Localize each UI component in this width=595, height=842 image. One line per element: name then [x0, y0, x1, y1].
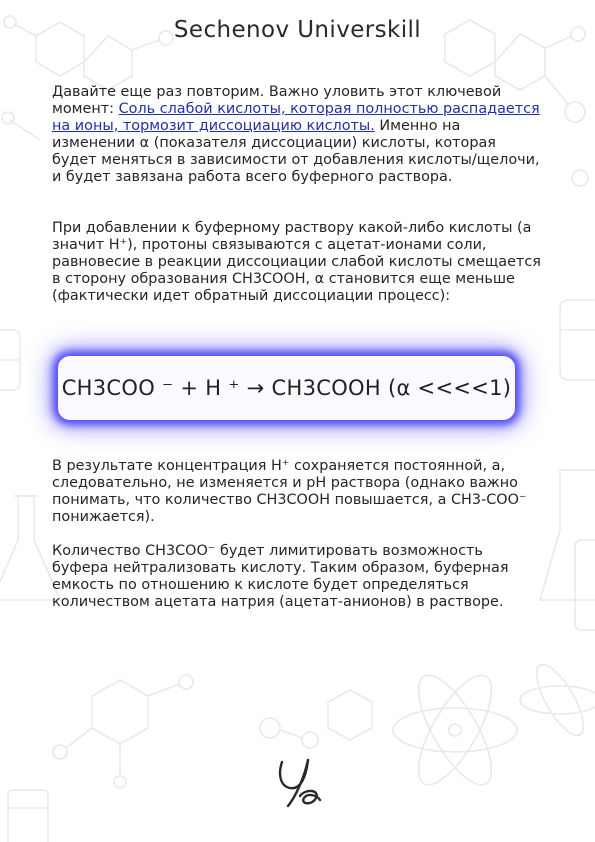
paragraph-intro-end: Именно на изменении α (показателя диссоциации) кислоты, которая будет меняться в зависимости от добавления кислоты/щелочи, и будет завязана работа всего буферного раствора.	[52, 118, 540, 185]
reaction-formula-box	[58, 356, 515, 420]
paragraph-buffer-capacity: Количество CH3COO⁻ будет лимитировать возможность буфера нейтрализовать кислоту. Таким образом, буферная емкость по отношению к кислоте будет определяться количеством ацетата натрия (ацетат-анионов) в растворе.	[52, 543, 509, 610]
paragraph-intro-start: Давайте еще раз повторим. Важно уловить этот ключевой момент:	[52, 84, 502, 117]
paragraph-result: В результате концентрация H⁺ сохраняется постоянной, а, следовательно, не изменяется и pH раствора (однако важно понимать, что количество CH3COOH повышается, а CH3-COO⁻ понижается).	[52, 458, 527, 525]
reaction-formula: CH3COO ⁻ + H ⁺ → CH3COOH (α <<<<1)	[61, 376, 512, 400]
paragraph-intro	[52, 84, 542, 186]
universkill-logo-icon	[270, 752, 326, 812]
paragraph-acid-addition: При добавлении к буферному раствору какой-либо кислоты (а значит H⁺), протоны связываются с ацетат-ионами соли, равновесие в реакции диссоциации слабой кислоты смещается в сторону образования CH3COOH, α становится еще меньше (фактически идет обратный диссоциации процесс):	[52, 220, 541, 304]
brand-title: Sechenov Universkill	[173, 17, 422, 43]
key-point-link[interactable]: Соль слабой кислоты, которая полностью распадается на ионы, тормозит диссоциацию кислоты.	[52, 101, 540, 134]
